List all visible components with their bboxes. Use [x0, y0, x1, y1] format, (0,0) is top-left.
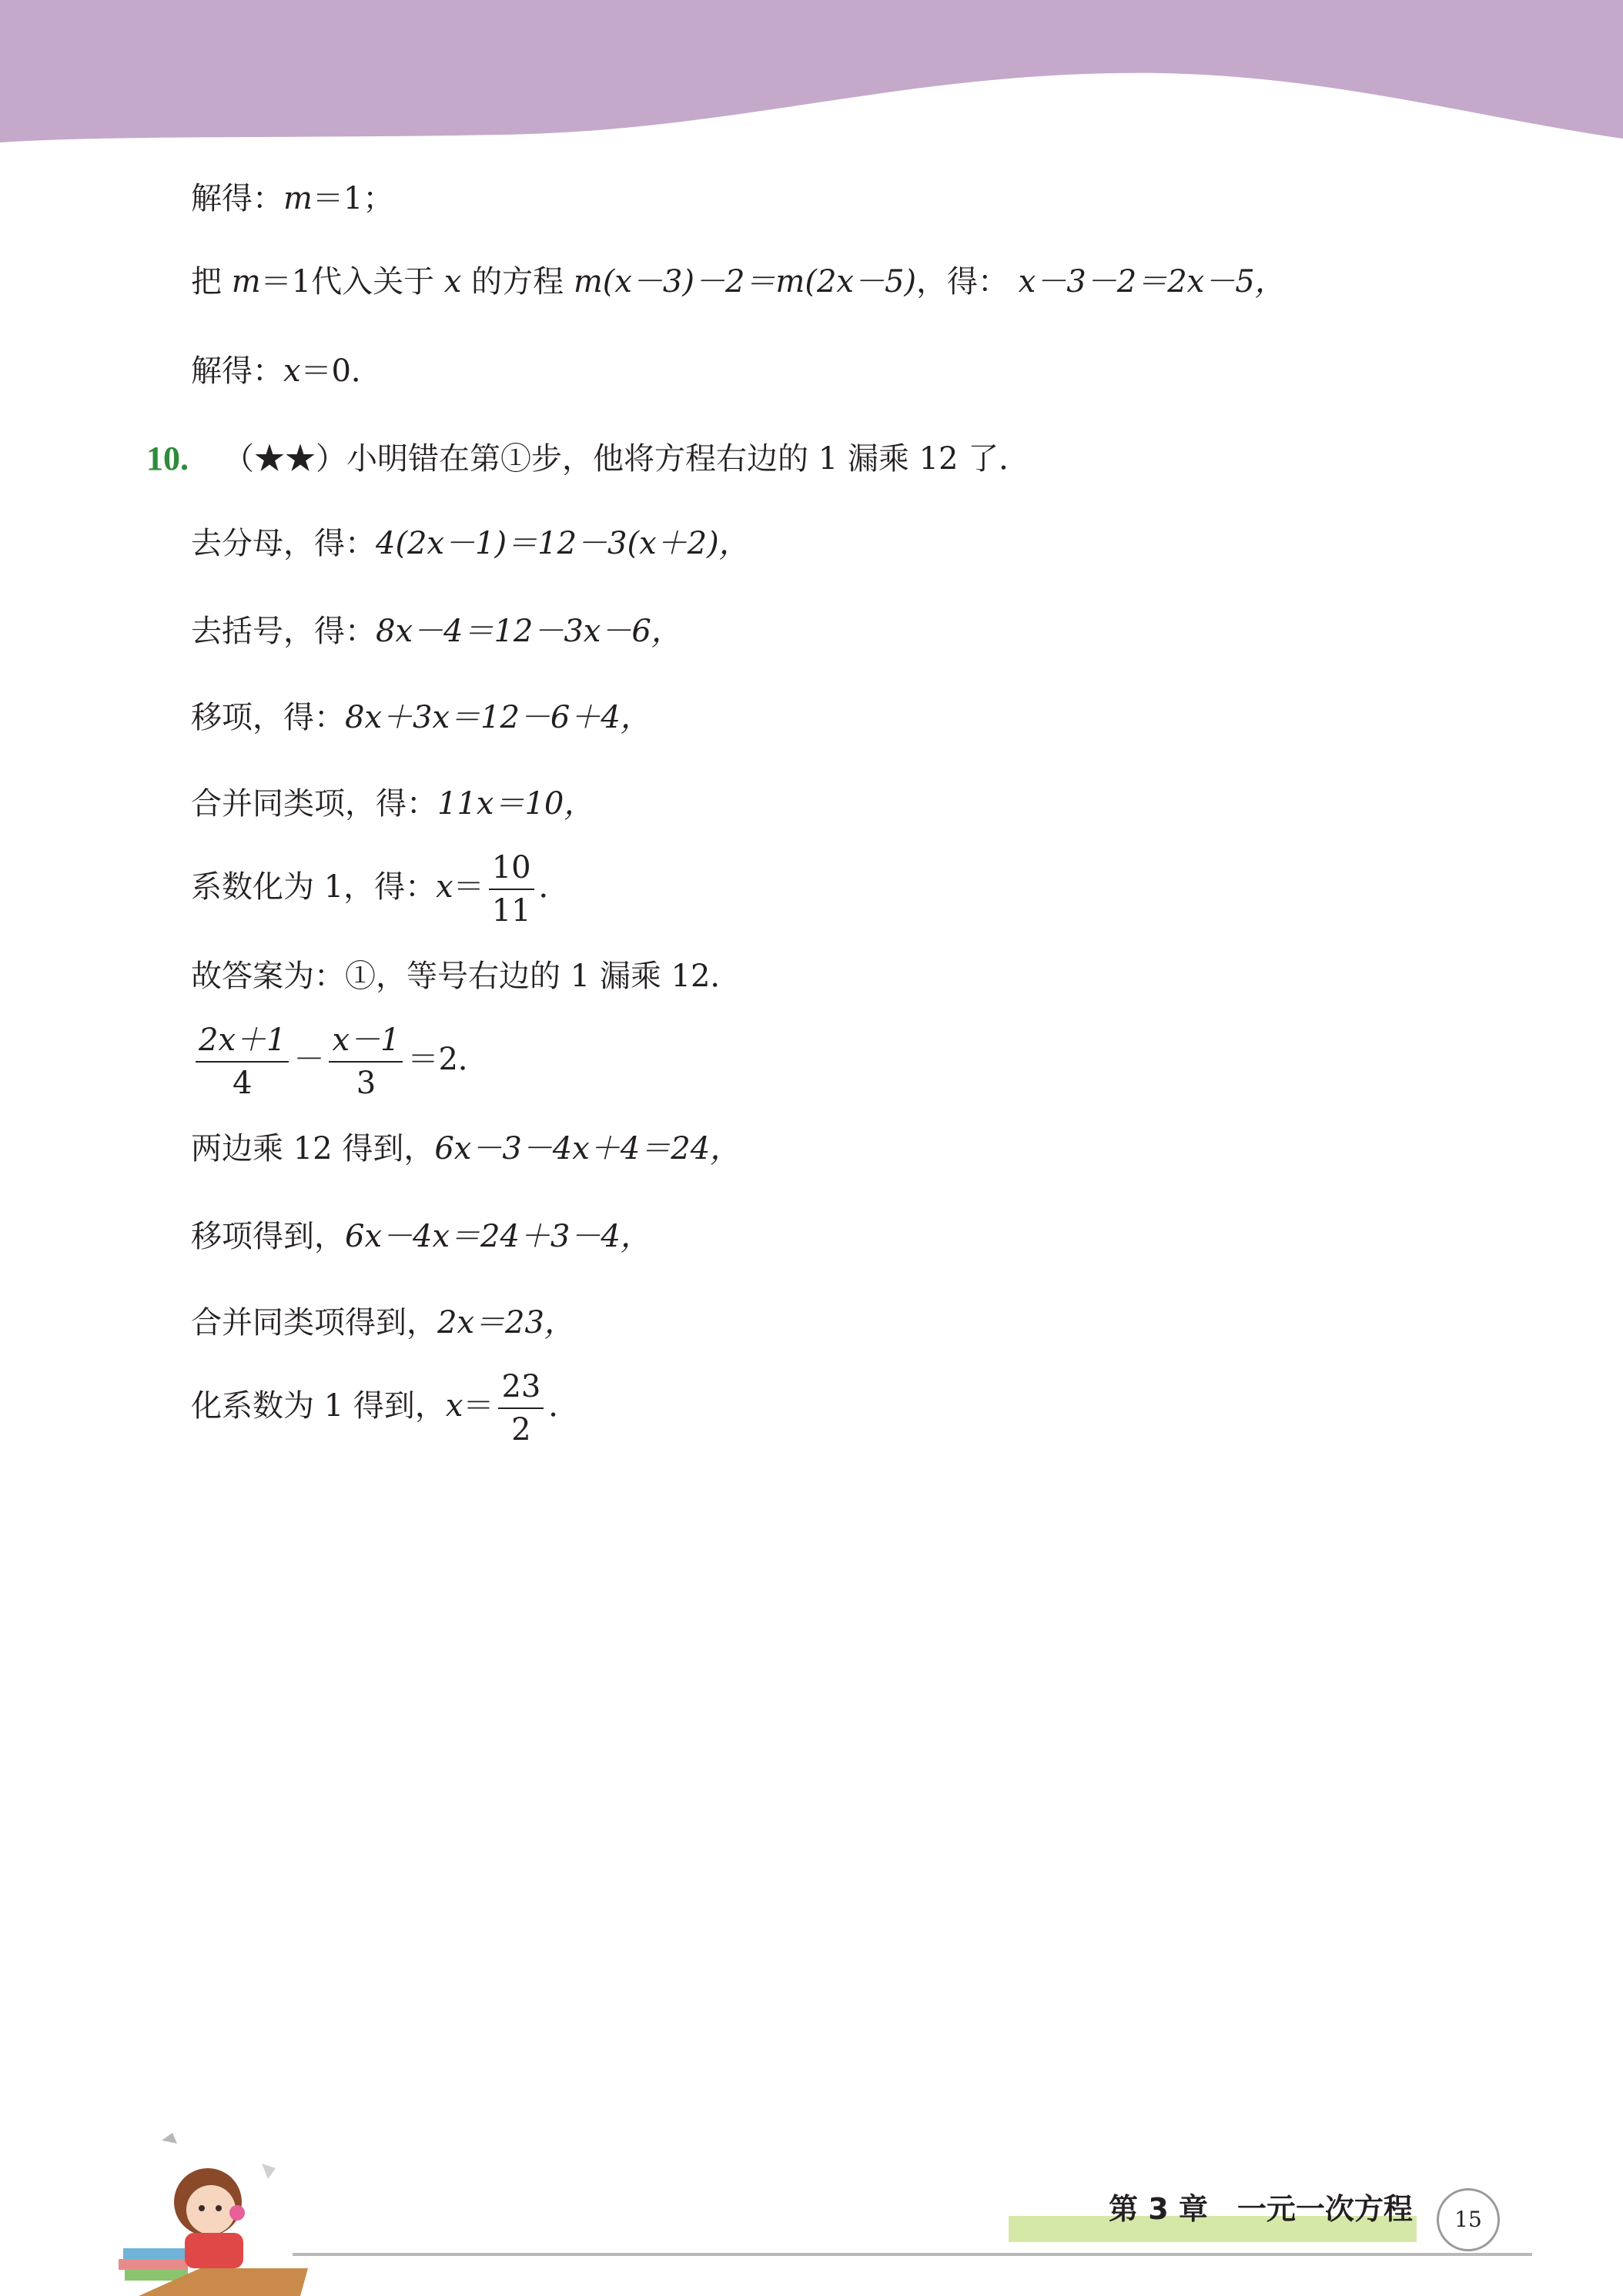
- fraction-10-11: $\frac{10}{11}$: [489, 847, 534, 932]
- step-combine-terms: 合并同类项，得：11x＝10，: [191, 786, 595, 822]
- answer-statement: 故答案为：①，等号右边的 1 漏乘 12．: [191, 959, 741, 994]
- step-remove-brackets: 去括号，得：8x－4＝12－3x－6，: [191, 614, 682, 649]
- fraction-x-minus-1-over-3: $\frac{x-1}{3}$: [329, 1019, 403, 1104]
- page-number: 15: [1437, 2188, 1500, 2251]
- fraction-2x-plus-1-over-4: $\frac{2x+1}{4}$: [196, 1019, 289, 1104]
- girl-reading-illustration: [108, 2117, 323, 2296]
- footer-rule: [293, 2253, 1532, 2256]
- solution-line-2: 把 m＝1代入关于 x 的方程 m(x－3)－2＝m(2x－5)，得： x－3－2＝2x－5，: [191, 264, 1286, 300]
- step-remove-denominator: 去分母，得：4(2x－1)＝12－3(x＋2)，: [191, 526, 750, 561]
- question-number: 10.: [146, 440, 189, 477]
- step-transpose-2: 移项得到，6x－4x＝24＋3－4，: [191, 1219, 651, 1254]
- header-banner: [0, 0, 1623, 154]
- step-multiply-12: 两边乘 12 得到，6x－3－4x＋4＝24，: [191, 1131, 741, 1166]
- solution-line-1: 解得：m＝1；: [191, 181, 394, 216]
- step-coefficient: 系数化为 1，得：x＝ $\frac{10}{11}$ ．: [191, 847, 570, 932]
- correct-equation: $\frac{2x+1}{4}$ － $\frac{x-1}{3}$ ＝2．: [191, 1019, 489, 1104]
- solution-line-3: 解得：x＝0．: [191, 353, 383, 389]
- fraction-23-2: $\frac{23}{2}$: [498, 1366, 544, 1451]
- step-transpose: 移项，得：8x＋3x＝12－6＋4，: [191, 700, 651, 735]
- question-10-answer: （★★）小明错在第①步，他将方程右边的 1 漏乘 12 了．: [223, 441, 1030, 477]
- step-combine-2: 合并同类项得到，2x＝23，: [191, 1305, 575, 1340]
- step-coefficient-2: 化系数为 1 得到，x＝ $\frac{23}{2}$ ．: [191, 1366, 579, 1451]
- chapter-title: 第 3 章 一元一次方程: [1109, 2192, 1413, 2226]
